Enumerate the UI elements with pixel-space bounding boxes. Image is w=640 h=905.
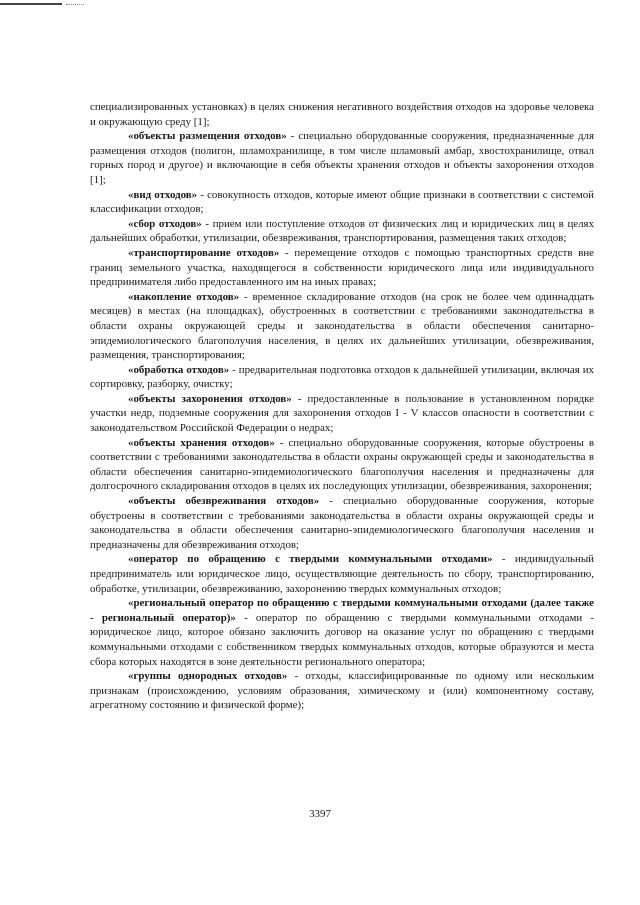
document-body (90, 100, 594, 713)
definition-text: - специально оборудованные сооружения, которые обустроены в соответствии с требованиями законодательства в области охраны окружающей среды и законодательства в области обеспечения санитарно-эпидемиологического благополучия населения и предназначены для долгосрочного складирования отходов в целях их последующих утилизации, обезвреживания, захоронения; (90, 436, 595, 493)
intro-paragraph: специализированных установках) в целях снижения негативного воздействия отходов на здоровье человека и окружающую среду [1]; (90, 101, 594, 128)
definition-paragraph (90, 596, 594, 669)
definition-term: «оператор по обращению с твердыми коммунальными отходами» (128, 553, 493, 566)
definition-paragraph (90, 392, 594, 436)
definition-term: «объекты захоронения отходов» (128, 392, 292, 405)
definitions-list (90, 129, 594, 713)
definition-term: «обработка отходов» (128, 363, 230, 376)
definition-term: «объекты размещения отходов» (128, 130, 287, 143)
definition-term: «группы однородных отходов» (128, 670, 288, 683)
definition-paragraph (90, 246, 594, 290)
definition-text: - совокупность отходов, которые имеют общие признаки в соответствии с системой классификации отходов; (90, 188, 594, 216)
definition-paragraph (90, 552, 594, 596)
definition-term: «объекты обезвреживания отходов» (128, 495, 320, 508)
definition-paragraph (90, 290, 594, 363)
page-number: 3397 (309, 808, 331, 820)
definition-term: «объекты хранения отходов» (128, 436, 275, 449)
scan-corner-mark (0, 3, 62, 5)
definition-term: «накопление отходов» (128, 290, 240, 303)
definition-text: - перемещение отходов с помощью транспортных средств вне границ земельного участка, находящегося в собственности юридического лица или индивидуального предпринимателя либо предоставленного им на иных правах; (90, 246, 594, 289)
definition-term: «вид отходов» (128, 188, 198, 201)
definition-text: - индивидуальный предприниматель или юридическое лицо, осуществляющие деятельность по сбору, транспортированию, обработке, утилизации, обезвреживанию, захоронению твердых коммунальных отходов; (90, 553, 595, 595)
definition-text: - предоставленные в пользование в установленном порядке участки недр, подземные сооружения для захоронения отходов I - V классов опасности в соответствии с законодательством Российской Федерации о недрах; (90, 392, 594, 435)
scan-corner-dots (66, 4, 84, 5)
definition-paragraph (90, 217, 594, 246)
definition-text: - специально оборудованные сооружения, предназначенные для размещения отходов (полигон, шламохранилище, в том числе шламовый амбар, хвостохранилище, отвал горных пород и другое) и включающие в себя объекты хранения отходов и объекты захоронения отходов [1]; (90, 130, 594, 186)
definition-paragraph (90, 494, 594, 552)
definition-paragraph (90, 129, 594, 187)
definition-text: - специально оборудованные сооружения, которые обустроены в соответствии с требованиями законодательства в области охраны окружающей среды и законодательства в области обеспечения санитарно-эпидемиологического благополучия населения и предназначены для обезвреживания отходов; (90, 495, 594, 551)
definition-text: - оператор по обращению с твердыми коммунальными отходами - юридическое лицо, которое обязано заключить договор на оказание услуг по обращению с твердыми коммунальными отходами с собственником твердых коммунальных отходов, которые образуются и места сбора которых находятся в зоне деятельности регионального оператора; (90, 611, 594, 668)
definition-paragraph (90, 436, 594, 494)
definition-term: «транспортирование отходов» (128, 246, 280, 259)
definition-term: «региональный оператор по обращению с твердыми коммунальными отходами (далее также - региональный оператор)» (90, 597, 594, 624)
definition-text: - предварительная подготовка отходов к дальнейшей утилизации, включая их сортировку, разборку, очистку; (90, 363, 594, 391)
definition-text: - отходы, классифицированные по одному или нескольким признакам (происхождению, условиям образования, химическому и (или) компонентному составу, агрегатному состоянию и физической форме); (90, 670, 594, 712)
definition-paragraph (90, 363, 594, 392)
definition-text: - прием или поступление отходов от физических лиц и юридических лиц в целях дальнейших обработки, утилизации, обезвреживания, транспортирования, размещения таких отходов; (90, 217, 594, 245)
definition-text: - временное складирование отходов (на срок не более чем одиннадцать месяцев) в местах (на площадках), обустроенных в соответствии с требованиями законодательства в области охраны окружающей среды и законодательства в области обеспечения санитарно-эпидемиологического благополучия населения, в целях их дальнейших утилизации, обезвреживания, размещения, транспортирования; (90, 290, 595, 362)
definition-paragraph (90, 669, 594, 713)
definition-paragraph (90, 188, 594, 217)
definition-term: «сбор отходов» (128, 217, 202, 230)
